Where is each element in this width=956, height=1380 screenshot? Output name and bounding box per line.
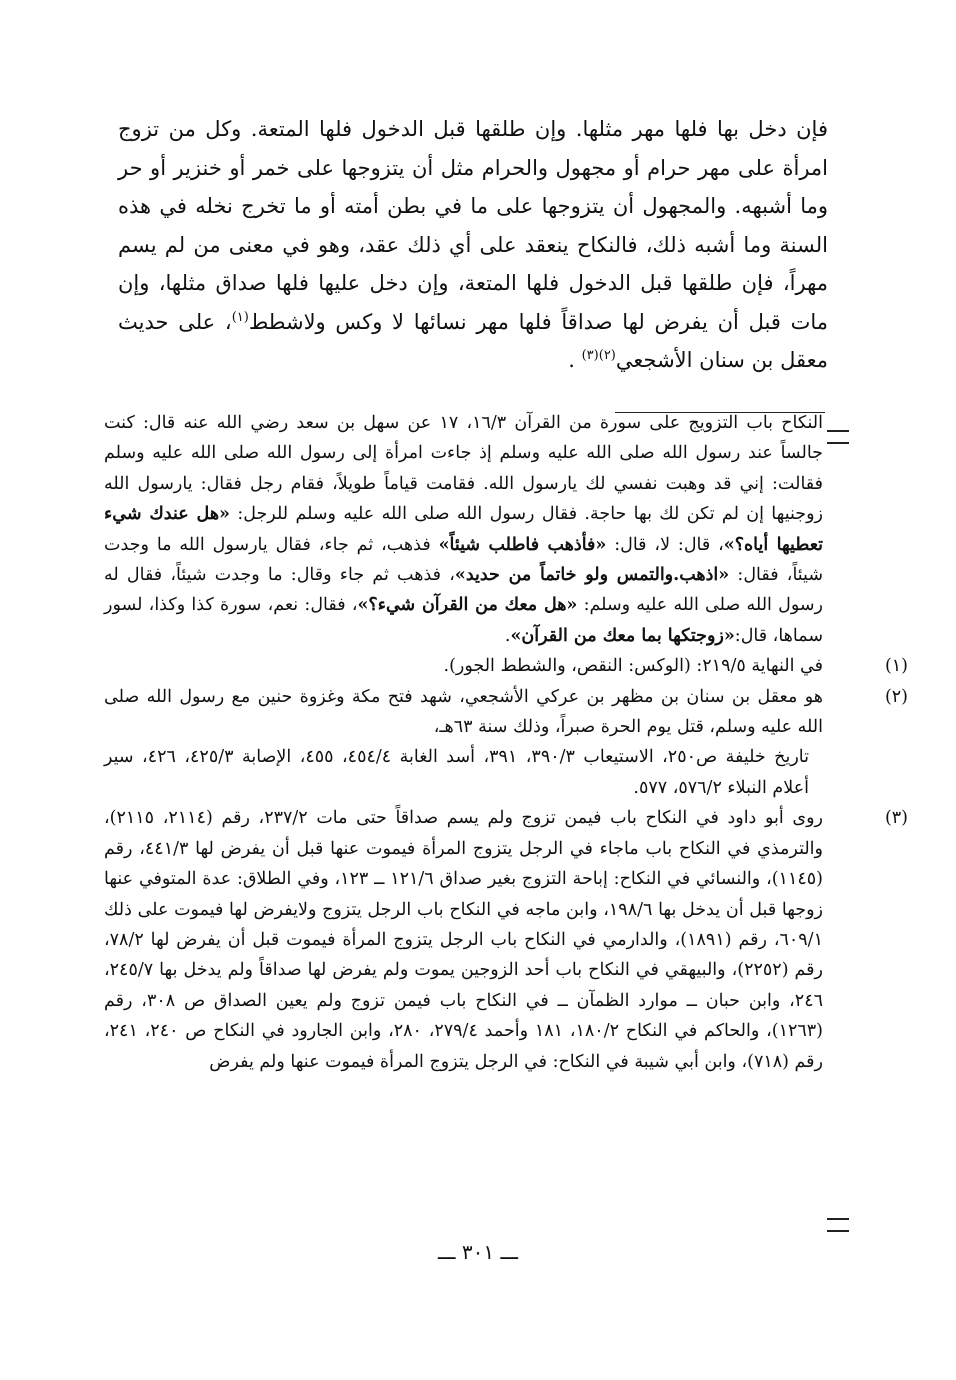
main-text-part1: فإن دخل بها فلها مهر مثلها. وإن طلقها قبل الدخول فلها المتعة. وكل من تزوج امرأة على مهر حرام أو مجهول والحرام مثل أن يتزوجها على خمر أو خنزير أو حر وما أشبهه. والمجهول أن يتزوجها على ما في بطن أمته أو ما تخرج نخله في هذه السنة وما أشبه ذلك، فالنكاح ينعقد على أي ذلك عقد، وهو في معنى من لم يسم مهراً، فإن طلقها قبل الدخول فلها المتعة، وإن دخل عليها فلها صداق مثلها، وإن مات قبل أن يفرض لها صداقاً فلها مهر نسائها لا وكس ولاشطط [118,117,829,334]
footnote-sources: تاريخ خليفة ص٢٥٠، الاستيعاب ٣٩٠/٣، ٣٩١، أسد الغابة ٤٥٤/٤، ٤٥٥، الإصابة ٤٢٥/٣، ٤٢٦، سير أعلام النبلاء ٥٧٦/٢، ٥٧٧. [104,747,810,798]
hadith-quote-2: «فأذهب فاطلب شيئاً» [438,534,607,555]
footnote-text: روى أبو داود في النكاح باب فيمن تزوج ولم يسم صداقاً حتى مات ٢٣٧/٢، رقم (٢١١٤، ٢١١٥)، والترمذي في النكاح باب ماجاء في الرجل يتزوج المرأة فيموت عنها قبل أن يفرض لها ٤٤١/٣، رقم (١١٤٥)، والنسائي في النكاح: إباحة التزوج بغير صداق ١٢١/٦ ــ ١٢٣، وفي الطلاق: عدة المتوفي عنها زوجها قبل أن يدخل بها ١٩٨/٦، وابن ماجه في النكاح باب الرجل يتزوج ولايفرض لها فيموت على ذلك ٦٠٩/١، رقم (١٨٩١)، والدارمي في النكاح باب الرجل يتزوج المرأة فيموت قبل أن يفرض لها ٧٨/٢، رقم (٢٢٥٢)، والبيهقي في النكاح باب أحد الزوجين يموت ولم يفرض لها صداقاً ولم يدخل بها ٢٤٥/٧، ٢٤٦، وابن حبان ــ موارد الظمآن ــ في النكاح باب فيمن تزوج ولم يعين الصداق ص ٣٠٨، رقم (١٢٦٣)، والحاكم في النكاح ١٨٠/٢، ١٨١ وأحمد ٢٧٩/٤، ٢٨٠، وابن الجارود في النكاح ص ٢٤٠، ٢٤١، رقم (٧١٨)، وابن أبي شيبة في النكاح: في الرجل يتزوج المرأة فيموت عنها ولم يفرض [104,808,823,1072]
footnote-ref-2-3[interactable]: (٢)(٣) [581,348,616,363]
continuation-marker-top [827,430,849,444]
hadith-quote-4: «هل معك من القرآن شيء؟» [357,595,578,616]
footnote-continuation [104,408,823,651]
footnote-number: (٣) [884,808,908,829]
hadith-quote-1: «هل عندك شيء تعطيها أياه؟» [104,504,824,555]
main-paragraph [118,110,828,380]
continuation-text-6: . [504,625,511,646]
page-number: ـــ ٣٠١ ـــ [437,1240,519,1264]
footnote-3 [104,803,908,1077]
hadith-quote-5: «زوجتكها بما معك من القرآن» [510,625,735,646]
continuation-text-4: ، فذهب ثم جاء وقال: ما وجدت شيئاً، فقال له رسول الله صلى الله عليه وسلم: [104,565,824,616]
continuation-text-5: ، فقال: نعم، سورة كذا وكذا، لسور سماها، قال: [104,595,823,646]
continuation-text-1: النكاح باب التزويج على سورة من القرآن ١٦/٣، ١٧ عن سهل بن سعد رضي الله عنه قال: كنت جالساً عند رسول الله صلى الله عليه وسلم إذ جاءت امرأة إلى رسول الله صلى الله عليه وسلم فقالت: إني قد وهبت نفسي لك يارسول الله. فقامت قياماً طويلاً، فقام رجل فقال: يارسول الله زوجنيها إن لم تكن لك بها حاجة. فقال رسول الله صلى الله عليه وسلم للرجل: [104,413,823,525]
footnote-number: (٢) [884,686,908,707]
continuation-marker-bottom [827,1218,849,1232]
hadith-quote-3: «اذهب.والتمس ولو خاتماً من حديد» [454,565,730,586]
main-text-part2: ، على حديث معقل بن سنان الأشجعي [118,309,828,372]
continuation-text-2: ، قال: لا، قال: [606,534,724,555]
footnotes-section [104,408,908,1077]
footnote-number: (١) [884,656,908,677]
footnote-1 [104,651,908,681]
continuation-text-3: فذهب، ثم جاء، فقال يارسول الله ما وجدت شيئاً، فقال: [104,534,823,586]
footnote-text: في النهاية ٢١٩/٥: (الوكس: النقص، والشطط الجور). [443,656,823,677]
footnote-text: هو معقل بن سنان بن مظهر بن عركي الأشجعي، شهد فتح مكة وغزوة حنين مع رسول الله صلى الله عليه وسلم، قتل يوم الحرة صبراً، وذلك سنة ٦٣هـ، [104,686,823,738]
main-text-end: . [568,348,582,372]
footnote-2 [104,682,908,804]
footnote-ref-1[interactable]: (١) [231,309,249,325]
